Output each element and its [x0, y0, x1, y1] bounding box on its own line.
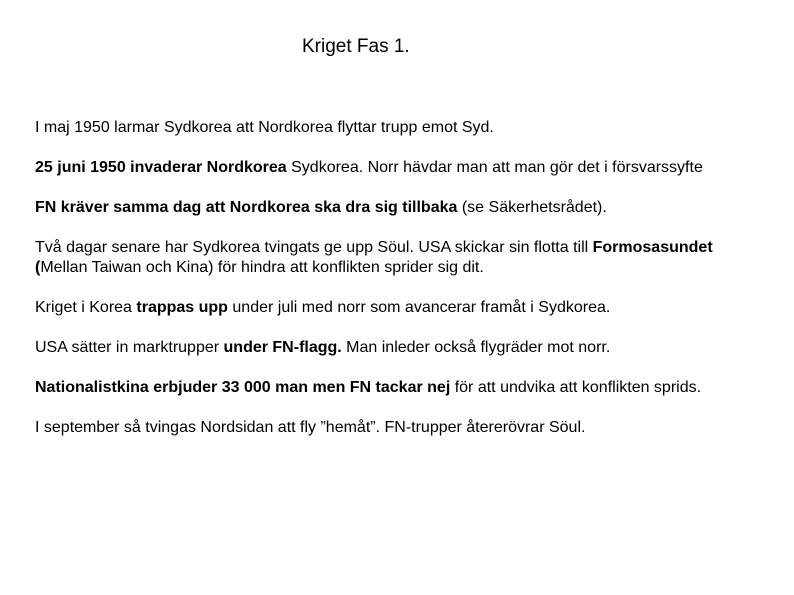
paragraph [35, 118, 765, 138]
bold-text-run: Nationalistkina erbjuder 33 000 man men FN tackar nej [35, 379, 451, 396]
slide-body [35, 118, 765, 458]
paragraph [35, 238, 765, 278]
paragraph [35, 198, 765, 218]
bold-text-run: trappas upp [136, 299, 228, 316]
text-run: Kriget i Korea [35, 299, 137, 316]
text-run: Mellan Taiwan och Kina) för hindra att konflikten sprider sig dit. [40, 259, 484, 276]
text-run: för att undvika att konflikten sprids. [450, 379, 702, 396]
paragraph [35, 418, 765, 438]
bold-text-run: under FN-flagg. [223, 339, 342, 356]
text-run: (se Säkerhetsrådet). [457, 199, 607, 216]
text-run: Två dagar senare har Sydkorea tvingats ge upp Söul. USA skickar sin flotta till [35, 239, 593, 256]
text-run: I maj 1950 larmar Sydkorea att Nordkorea flyttar trupp emot Syd. [35, 119, 494, 136]
slide-title: Kriget Fas 1. [302, 36, 410, 57]
bold-text-run: FN kräver samma dag att Nordkorea ska dra sig tillbaka [35, 199, 458, 216]
text-run: Sydkorea. Norr hävdar man att man gör det i försvarssyfte [286, 159, 703, 176]
text-run: I september så tvingas Nordsidan att fly ”hemåt”. FN-trupper återerövrar Söul. [35, 419, 586, 436]
paragraph [35, 378, 765, 398]
text-run: USA sätter in marktrupper [35, 339, 224, 356]
text-run: under juli med norr som avancerar framåt i Sydkorea. [227, 299, 611, 316]
text-run: Man inleder också flygräder mot norr. [341, 339, 611, 356]
paragraph [35, 338, 765, 358]
paragraph [35, 158, 765, 178]
bold-text-run: Formosasundet ( [35, 239, 713, 276]
bold-text-run: 25 juni 1950 invaderar Nordkorea [35, 159, 287, 176]
paragraph [35, 298, 765, 318]
